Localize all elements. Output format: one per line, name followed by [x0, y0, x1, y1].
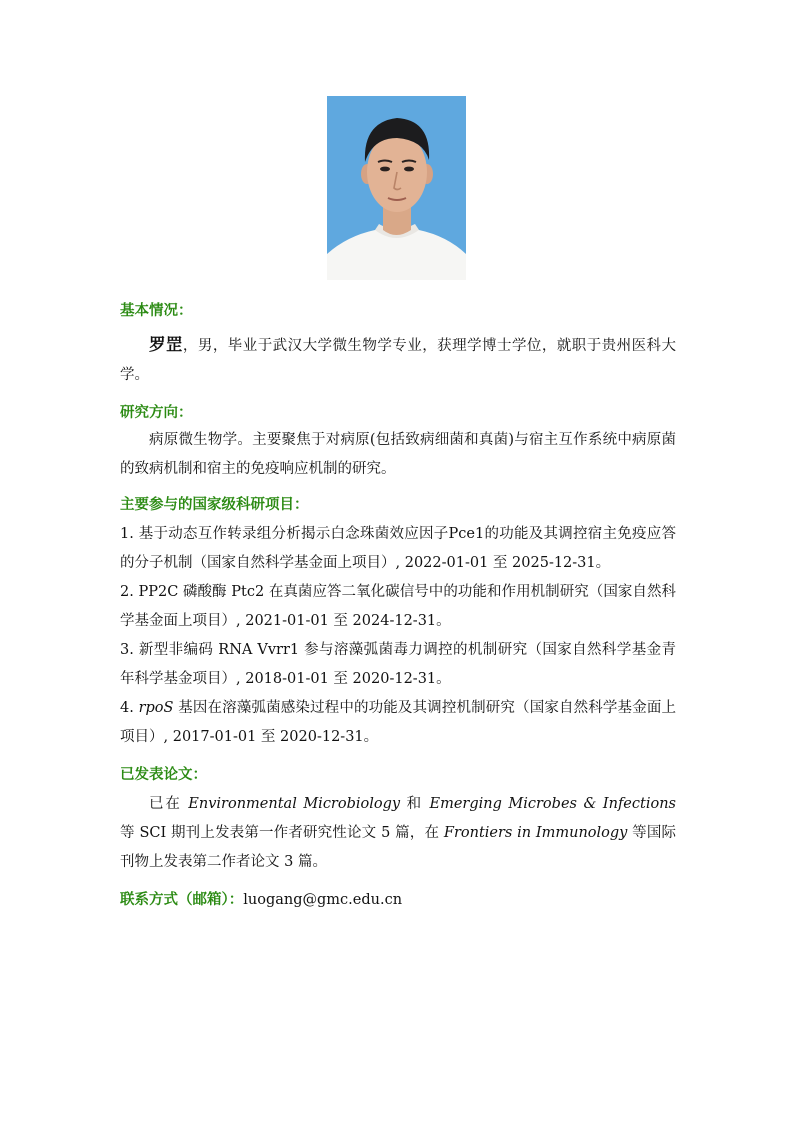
gene-name: rpoS	[138, 700, 174, 716]
projects-list	[120, 520, 676, 752]
portrait-photo	[327, 96, 466, 280]
journal-name: Emerging Microbes & Infections	[429, 796, 676, 812]
projects-heading: 主要参与的国家级科研项目：	[120, 497, 309, 513]
person-name: 罗罡	[149, 335, 183, 354]
cv-content	[120, 300, 676, 911]
basic-info-paragraph	[120, 330, 676, 390]
research-text: 病原微生物学。主要聚焦于对病原(包括致病细菌和真菌)与宿主互作系统中病原菌的致病机制和宿主的免疫响应机制的研究。	[120, 432, 676, 477]
project-item: 2. PP2C 磷酸酶 Ptc2 在真菌应答二氧化碳信号中的功能和作用机制研究（国家自然科学基金面上项目）, 2021-01-01 至 2024-12-31。	[120, 584, 676, 629]
basic-info-text: ，男，毕业于武汉大学微生物学专业，获理学博士学位，就职于贵州医科大学。	[120, 338, 677, 383]
contact-line	[120, 889, 676, 911]
journal-name: Environmental Microbiology	[188, 796, 401, 812]
project-item: 1. 基于动态互作转录组分析揭示白念珠菌效应因子Pce1的功能及其调控宿主免疫应答的分子机制（国家自然科学基金面上项目）, 2022-01-01 至 2025-12-31。	[120, 526, 676, 571]
basic-info-heading: 基本情况：	[120, 303, 193, 319]
papers-text: 已在 Environmental Microbiology 和 Emerging Microbes & Infections 等 SCI 期刊上发表第一作者研究性论文 5 篇，在 Frontiers in Immunology 等国际刊物上发表第二作者论文 3 篇。	[120, 796, 676, 870]
research-heading: 研究方向：	[120, 405, 193, 421]
papers-heading: 已发表论文：	[120, 767, 207, 783]
email-link[interactable]: luogang@gmc.edu.cn	[243, 892, 403, 908]
project-item: 3. 新型非编码 RNA Vvrr1 参与溶藻弧菌毒力调控的机制研究（国家自然科学基金青年科学基金项目）, 2018-01-01 至 2020-12-31。	[120, 642, 676, 687]
journal-name: Frontiers in Immunology	[443, 825, 628, 841]
project-item: 4. rpoS 基因在溶藻弧菌感染过程中的功能及其调控机制研究（国家自然科学基金面上项目）, 2017-01-01 至 2020-12-31。	[120, 700, 676, 745]
contact-heading: 联系方式（邮箱）：	[120, 892, 244, 908]
